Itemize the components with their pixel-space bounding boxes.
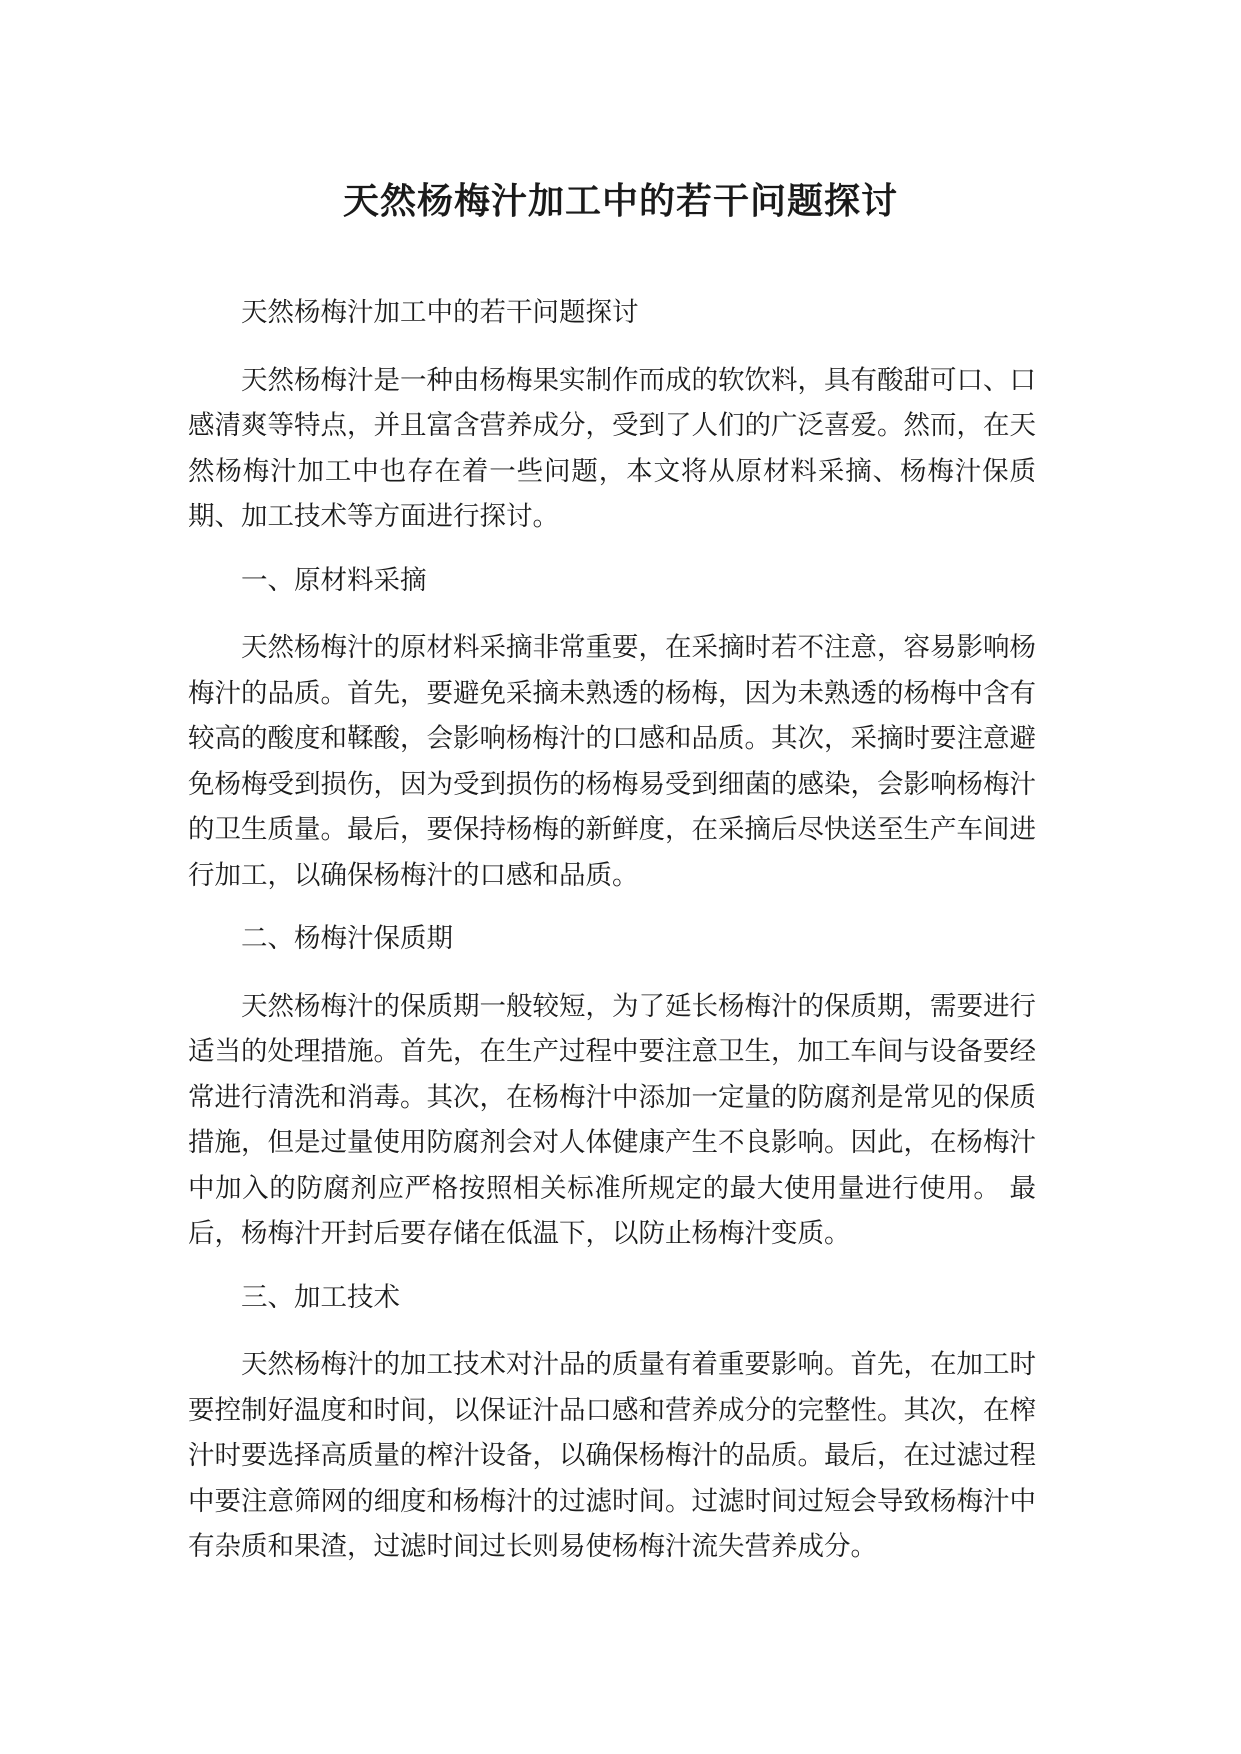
section-body-raw-material: 天然杨梅汁的原材料采摘非常重要，在采摘时若不注意，容易影响杨梅汁的品质。首先，要避免采摘未熟透的杨梅，因为未熟透的杨梅中含有较高的酸度和鞣酸，会影响杨梅汁的口感和品质。其次，采摘时要注意避免杨梅受到损伤，因为受到损伤的杨梅易受到细菌的感染，会影响杨梅汁的卫生质量。最后，要保持杨梅的新鲜度，在采摘后尽快送至生产车间进行加工，以确保杨梅汁的口感和品质。 xyxy=(188,632,1036,891)
section-heading-raw-material: 一、原材料采摘 xyxy=(241,564,427,596)
intro-paragraph: 天然杨梅汁是一种由杨梅果实制作而成的软饮料，具有酸甜可口、口感清爽等特点，并且富含营养成分，受到了人们的广泛喜爱。然而，在天然杨梅汁加工中也存在着一些问题，本文将从原材料采摘、杨梅汁保质期、加工技术等方面进行探讨。 xyxy=(188,364,1036,532)
section-body-processing: 天然杨梅汁的加工技术对汁品的质量有着重要影响。首先，在加工时要控制好温度和时间，以保证汁品口感和营养成分的完整性。其次，在榨汁时要选择高质量的榨汁设备，以确保杨梅汁的品质。最后，在过滤过程中要注意筛网的细度和杨梅汁的过滤时间。过滤时间过短会导致杨梅汁中有杂质和果渣，过滤时间过长则易使杨梅汁流失营养成分。 xyxy=(188,1349,1036,1562)
subtitle: 天然杨梅汁加工中的若干问题探讨 xyxy=(241,297,639,328)
document-title: 天然杨梅汁加工中的若干问题探讨 xyxy=(342,181,898,222)
document-body xyxy=(188,290,1036,1588)
section-body-shelf-life: 天然杨梅汁的保质期一般较短，为了延长杨梅汁的保质期，需要进行适当的处理措施。首先，在生产过程中要注意卫生，加工车间与设备要经常进行清洗和消毒。其次，在杨梅汁中添加一定量的防腐剂是常见的保质措施，但是过量使用防腐剂会对人体健康产生不良影响。因此，在杨梅汁中加入的防腐剂应严格按照相关标准所规定的最大使用量进行使用。 最后，杨梅汁开封后要存储在低温下，以防止杨梅汁变质。 xyxy=(188,990,1036,1249)
section-heading-processing: 三、加工技术 xyxy=(241,1281,400,1313)
section-heading-shelf-life: 二、杨梅汁保质期 xyxy=(241,923,453,954)
